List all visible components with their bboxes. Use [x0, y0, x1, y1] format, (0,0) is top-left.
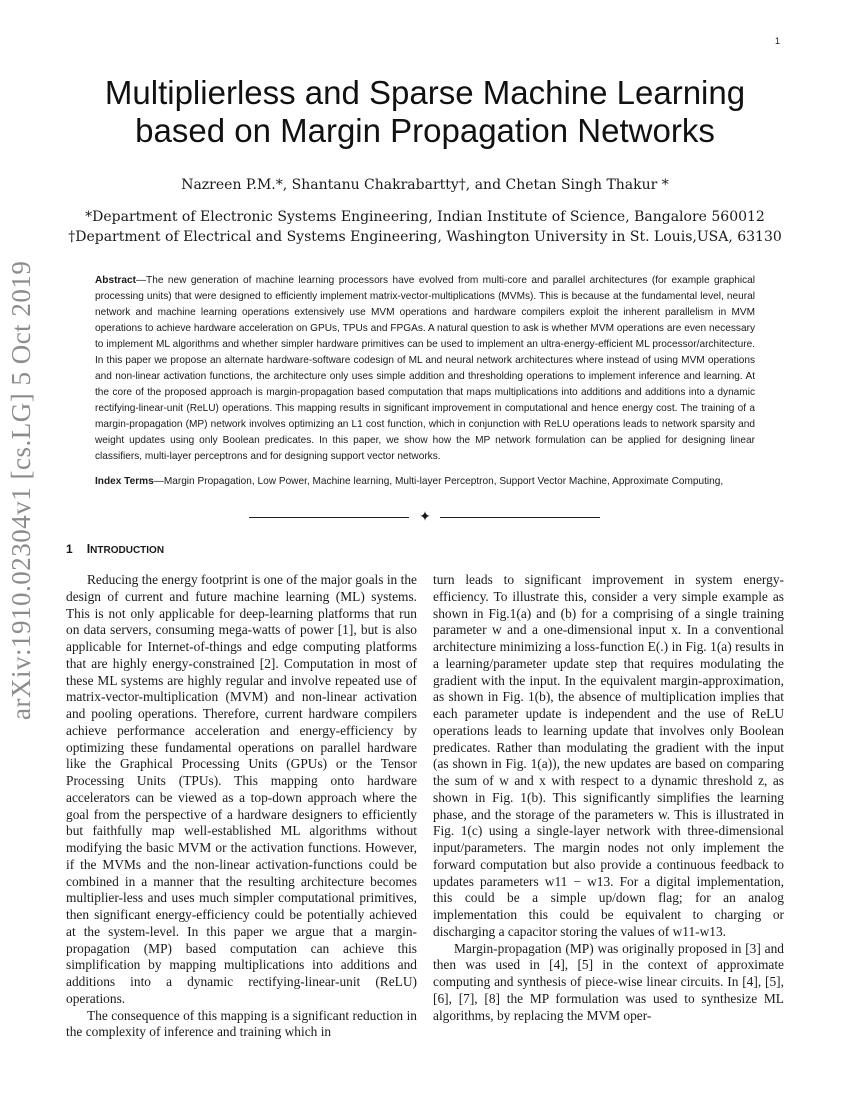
left-paragraph-2: The consequence of this mapping is a significant reduction in the complexity of inference and training which in — [66, 1007, 417, 1040]
left-paragraph-1: Reducing the energy footprint is one of the major goals in the design of current and future machine learning (ML) systems. This is not only applicable for deep-learning platforms that run on data servers, consuming mega-watts of power [1], but is also applicable for Internet-of-things and edge computing platforms that are highly energy-constrained [2]. Computation in most of these ML systems are highly regular and involve repeated use of matrix-vector-multiplication (MVM) and non-linear activation and pooling operations. Therefore, current hardware compilers achieve performance acceleration and energy-efficiency by optimizing these fundamental operations on parallel hardware like the Graphical Processing Units (GPUs) or the Tensor Processing Units (TPUs). This mapping onto hardware accelerators can be viewed as a top-down approach where the goal from the perspective of a hardware designers to efficiently but faithfully map well-established ML algorithms without modifying the basic MVM or the activation functions. However, if the MVMs and the non-linear activation-functions could be combined in a manner that the resulting architecture becomes multiplier-less and uses much simpler computational primitives, then significant energy-efficiency could be potentially achieved at the system-level. In this paper we argue that a margin-propagation (MP) based computation can achieve this simplification by mapping multiplications into additions and additions into a dynamic rectifying-linear-unit (ReLU) operations. — [66, 572, 417, 1006]
authors: Nazreen P.M.*, Shantanu Chakrabartty†, and Chetan Singh Thakur * — [181, 177, 669, 193]
section-title-initial: I — [86, 542, 91, 556]
left-column — [66, 572, 417, 1041]
page-number: 1 — [775, 36, 781, 46]
affiliation-1: *Department of Electronic Systems Engineering, Indian Institute of Science, Bangalore 560012 — [85, 209, 765, 225]
right-column — [433, 572, 784, 1024]
right-paragraph-2: Margin-propagation (MP) was originally proposed in [3] and then was used in [4], [5] in the context of approximate computing and synthesis of piece-wise linear circuits. In [4], [5], [6], [7], [8] the MP formulation was used to synthesize ML algorithms, by replacing the MVM oper- — [433, 940, 784, 1023]
affiliation-2: †Department of Electrical and Systems Engineering, Washington University in St. Louis,USA, 63130 — [68, 229, 782, 245]
section-title-rest: NTRODUCTION — [90, 545, 165, 556]
index-terms — [95, 474, 755, 490]
section-number: 1 — [66, 542, 73, 556]
right-paragraph-1: turn leads to significant improvement in system energy-efficiency. To illustrate this, consider a very simple example as shown in Fig.1(a) and (b) for a comprising of a single training parameter w and a one-dimensional input x. In a conventional architecture minimizing a loss-function E(.) in Fig. 1(a) results in a learning/parameter update step that requires modulating the gradient with the input. In the equivalent margin-approximation, as shown in Fig. 1(b), the absence of multiplication implies that each parameter update is independent and the use of ReLU operations leads to learning update that involves only Boolean predicates. Rather than modulating the gradient with the input (as shown in Fig. 1(a)), the new updates are based on comparing the sum of w and x with respect to a dynamic threshold z, as shown in Fig. 1(b). This significantly simplifies the learning phase, and the storage of the parameters w. This is illustrated in Fig. 1(c) using a single-layer network with three-dimensional input/parameters. The margin nodes not only implement the forward computation but also provide a continuous feedback to updates parameters w11 − w13. For a digital implementation, this could be a simple up/down flag; for an analog implementation this could be equivalent to charging or discharging a capacitor storing the values of w11-w13. — [433, 572, 784, 939]
arxiv-stamp: arXiv:1910.02304v1 [cs.LG] 5 Oct 2019 — [6, 260, 36, 720]
abstract — [95, 273, 755, 465]
divider-diamond-icon: ✦ — [419, 509, 431, 525]
abstract-text: —The new generation of machine learning processors have evolved from multi-core and parallel architectures (for example graphical processing units) that were designed to efficiently implement matrix-vector-multiplications (MVMs). This is because at the fundamental level, neural network and machine learning operations extensively use MVM operations and hardware compilers exploit the inherent parallelism in MVM operations to achieve hardware acceleration on GPUs, TPUs and FPGAs. A natural question to ask is whether MVM operations are even necessary to implement ML algorithms and whether simpler hardware primitives can be used to implement an ultra-energy-efficient ML processor/architecture. In this paper we propose an alternate hardware-software codesign of ML and neural network architectures where instead of using MVM operations and non-linear activation functions, the architecture only uses simple addition and thresholding operations to implement inference and learning. At the core of the proposed approach is margin-propagation based computation that maps multiplications into additions and additions into a dynamic rectifying-linear-unit (ReLU) operations. This mapping results in significant improvement in computational and hence energy cost. The training of a margin-propagation (MP) network involves optimizing an L1 cost function, which in conjunction with ReLU operations leads to network sparsity and weight updates using only Boolean predicates. In this paper, we show how the MP network formulation can be applied for designing linear classifiers, multi-layer perceptrons and for designing support vector networks. — [95, 275, 755, 462]
index-terms-text: —Margin Propagation, Low Power, Machine learning, Multi-layer Perceptron, Support Vector Machine, Approximate Computing, — [153, 476, 724, 487]
index-terms-label: Index Terms — [95, 476, 154, 487]
divider-line-left — [249, 517, 409, 518]
title-line-1: Multiplierless and Sparse Machine Learning — [104, 74, 746, 111]
paper-title — [60, 74, 790, 150]
section-heading — [66, 542, 164, 556]
divider-line-right — [440, 517, 600, 518]
abstract-label: Abstract — [95, 275, 136, 286]
title-line-2: based on Margin Propagation Networks — [135, 112, 715, 149]
